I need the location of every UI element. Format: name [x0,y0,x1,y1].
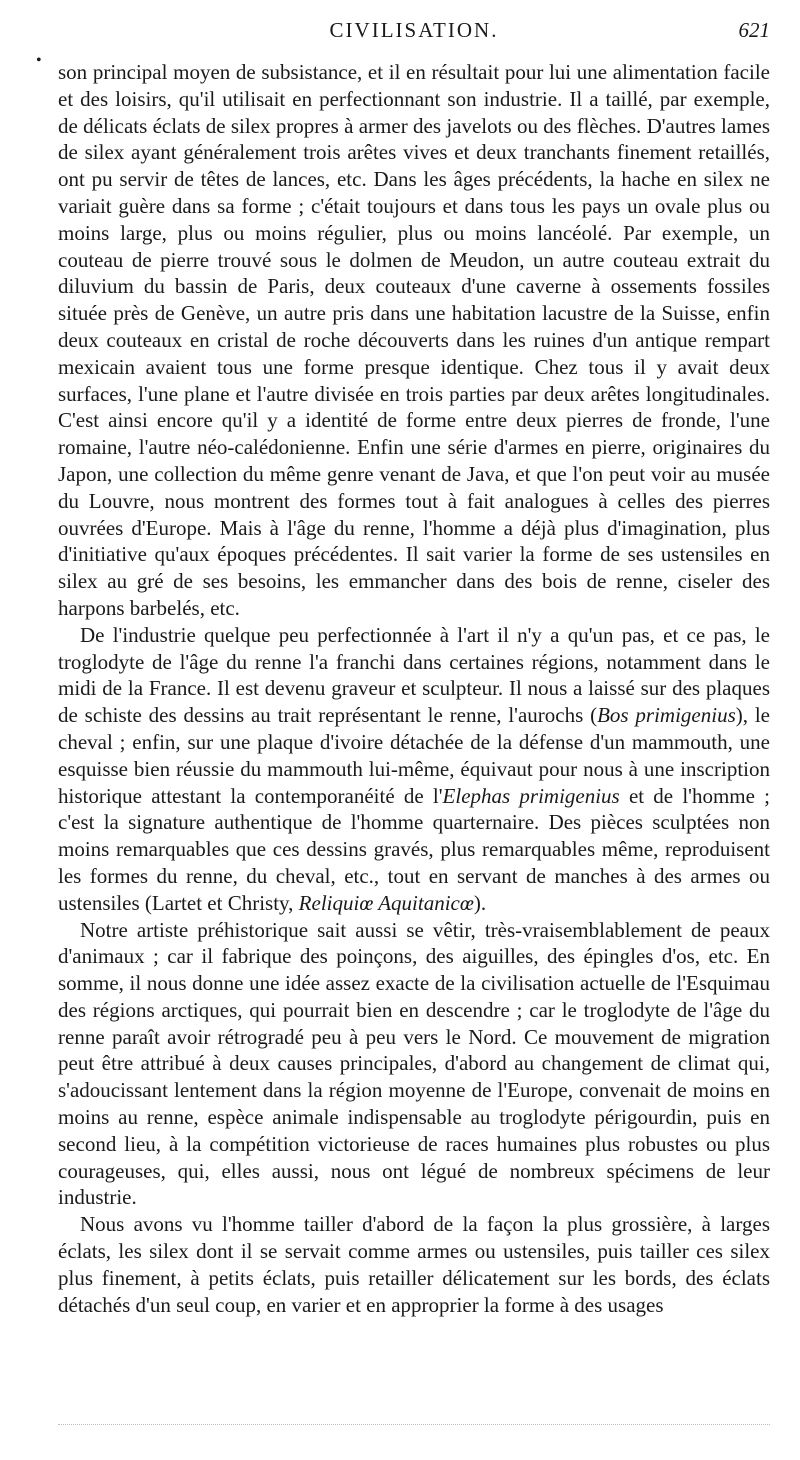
footer-dotted-rule [58,1424,770,1425]
text-run: Notre artiste préhistorique sait aussi se vêtir, très-vraisemblablement de peaux d'animaux ; car il fabrique des poinçons, des aiguilles, des épingles d'os, etc. En somme, il nous donne une idée assez exacte de la civilisation actuelle de l'Esquimau des régions arctiques, qui pourrait bien en descendre ; car le troglodyte de l'âge du renne paraît avoir rétrogradé peu à peu vers le Nord. Ce mouvement de migration peut être attribué à deux causes principales, d'abord au changement de climat qui, s'adoucissant lentement dans la région moyenne de l'Europe, convenait de moins en moins au renne, espèce animale indispensable au troglodyte périgourdin, puis en second lieu, à la compétition victorieuse de races humaines plus robustes ou plus courageuses, qui, elles aussi, nous ont légué de nombreux spécimens de leur industrie. [58,917,770,1210]
margin-bullet-mark: • [36,52,42,69]
text-run: ). [473,890,487,915]
paragraph-p4 [58,1211,770,1318]
page-number: 621 [738,18,770,42]
paragraph-p2 [58,622,770,917]
running-title: CIVILISATION. [329,18,499,42]
italic-term: Reliquiœ Aquitanicœ [298,890,474,915]
text-run: Nous avons vu l'homme tailler d'abord de la façon la plus grossière, à larges éclats, les silex dont il se servait comme armes ou ustensiles, puis tailler ces silex plus finement, à petits éclats, puis retailler délicatement sur les bords, des éclats détachés d'un seul coup, en varier et en approprier la forme à des usages [58,1212,770,1317]
italic-term: Bos primigenius [597,703,736,728]
paragraph-p3 [58,917,770,1212]
text-run: et de l'homme ; c'est la signature authentique de l'homme quarternaire. Des pièces sculptées non moins remarquables que ces dessins gravés, plus remarquables même, reproduisent les formes du renne, du cheval, etc., tout en servant de manches à des armes ou ustensiles (Lartet et Christy, [58,783,770,915]
italic-term: Elephas primigenius [442,783,620,808]
text-run: De l'industrie quelque peu perfectionnée à l'art il n'y a qu'un pas, et ce pas, le troglodyte de l'âge du renne l'a franchi dans certaines régions, notamment dans le midi de la France. Il est devenu graveur et sculpteur. Il nous a laissé sur des plaques de schiste des dessins au trait représentant le renne, l'aurochs ( [58,622,770,728]
text-run: ), le cheval ; enfin, sur une plaque d'ivoire détachée de la défense d'un mammouth, une esquisse bien réussie du mammouth lui-même, équivaut pour nous à une inscription historique attestant la contemporanéité de l' [58,703,770,808]
text-run: son principal moyen de subsistance, et il en résultait pour lui une alimentation facile et des loisirs, qu'il utilisait en perfectionnant son industrie. Il a taillé, par exemple, de délicats éclats de silex propres à armer des javelots ou des flèches. D'autres lames de silex ayant généralement trois arêtes vives et deux tranchants finement retaillés, ont pu servir de têtes de lances, etc. Dans les âges précédents, la hache en silex ne variait guère dans sa forme ; c'était toujours et dans tous les pays un ovale plus ou moins large, plus ou moins régulier, plus ou moins lancéolé. Par exemple, un couteau de pierre trouvé sous le dolmen de Meudon, un autre couteau extrait du diluvium du bassin de Paris, deux couteaux d'une caverne à ossements fossiles située près de Genève, un autre pris dans une habitation lacustre de la Suisse, enfin deux couteaux en cristal de roche découverts dans les ruines d'un antique rempart mexicain avaient tous une forme presque identique. Chez tous il y avait deux surfaces, l'une plane et l'autre divisée en trois parties par deux arêtes longitudinales. C'est ainsi encore qu'il y a identité de forme entre deux pierres de fronde, l'une romaine, l'autre néo-calédonienne. Enfin une série d'armes en pierre, originaires du Japon, une collection du même genre venant de Java, et que l'on peut voir au musée du Louvre, nous montrent des formes tout à fait analogues à celles des pierres ouvrées d'Europe. Mais à l'âge du renne, l'homme a déjà plus d'imagination, plus d'initiative qu'aux époques précédentes. Il sait varier la forme de ses ustensiles en silex au gré de ses besoins, les emmancher dans des bois de renne, ciseler des harpons barbelés, etc. [58,60,770,620]
body-text [58,59,770,1318]
page-header [58,18,770,48]
paragraph-p1 [58,59,770,622]
